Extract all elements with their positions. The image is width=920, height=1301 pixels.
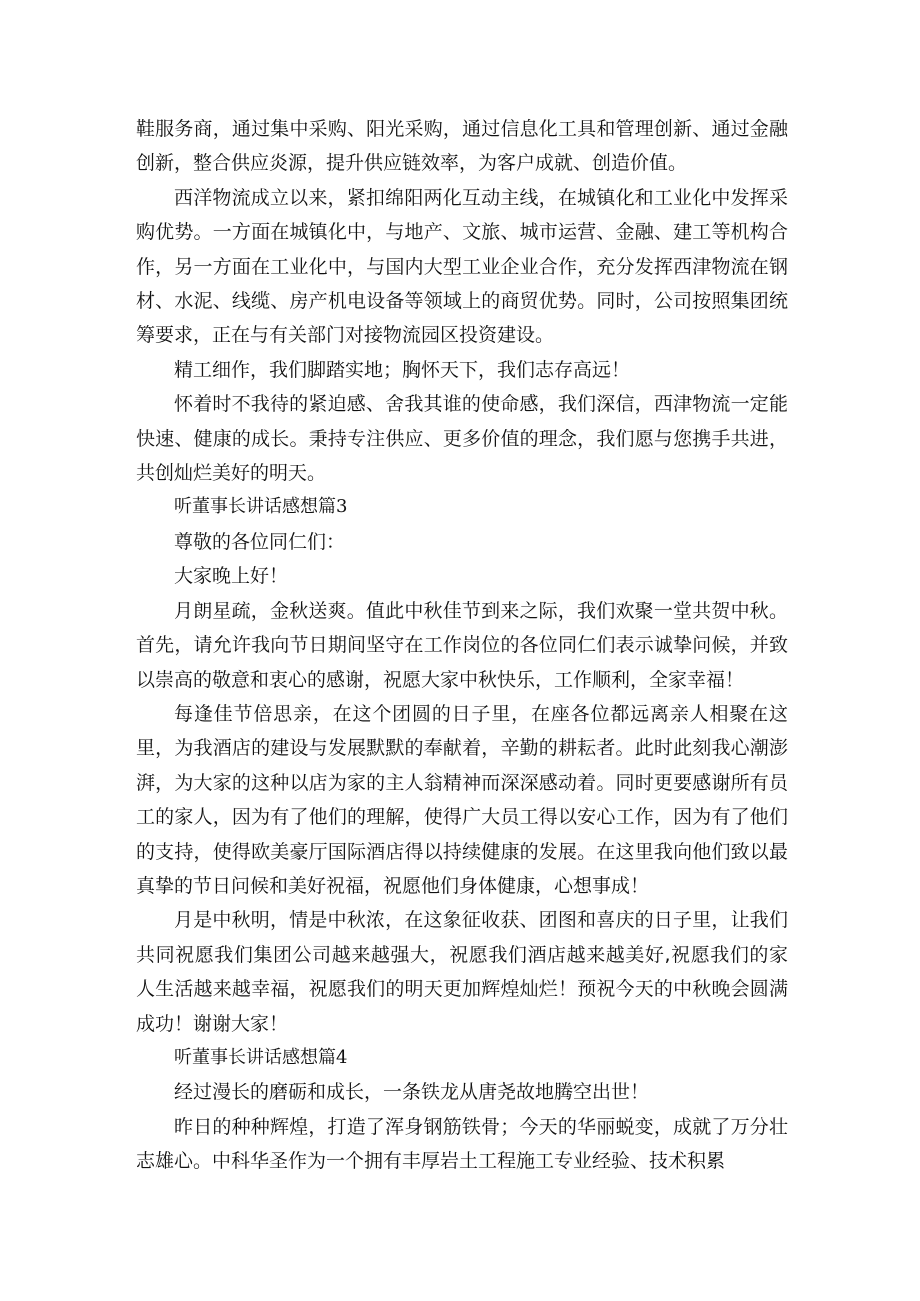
- paragraph: 月朗星疏，金秋送爽。值此中秋佳节到来之际，我们欢聚一堂共贺中秋。首先，请允许我向节日期间坚守在工作岗位的各位同仁们表示诚挚问候，并致以崇高的敬意和衷心的感谢，祝愿大家中秋快乐，工作顺利，全家幸福！: [136, 599, 788, 691]
- salutation: 尊敬的各位同仁们：: [174, 530, 346, 553]
- paragraph-continued: 鞋服务商，通过集中采购、阳光采购，通过信息化工具和管理创新、通过金融创新，整合供应炎源，提升供应链效率，为客户成就、创造价值。: [136, 118, 788, 175]
- greeting: 大家晚上好！: [174, 565, 289, 588]
- paragraph: 怀着时不我待的紧迫感、舍我其谁的使命感，我们深信，西津物流一定能快速、健康的成长。秉持专注供应、更多价值的理念，我们愿与您携手共进，共创灿烂美好的明天。: [136, 393, 788, 485]
- section-heading: 听董事长讲话感想篇3: [174, 496, 348, 518]
- document-body: [136, 112, 788, 1179]
- paragraph: 每逢佳节倍思亲，在这个团圆的日子里，在座各位都远离亲人相聚在这里，为我酒店的建设与发展默默的奉献着，辛勤的耕耘者。此时此刻我心潮澎湃，为大家的这种以店为家的主人翁精神而深深感动着。同时更要感谢所有员工的家人，因为有了他们的理解，使得广大员工得以安心工作，因为有了他们的支持，使得欧美豪厅国际酒店得以持续健康的发展。在这里我向他们致以最真挚的节日问候和美好祝福，祝愿他们身体健康，心想事成！: [136, 702, 788, 897]
- paragraph: 月是中秋明，情是中秋浓，在这象征收获、团图和喜庆的日子里，让我们共同祝愿我们集团公司越来越强大，祝愿我们酒店越来越美好,祝愿我们的家人生活越来越幸福，祝愿我们的明天更加辉煌灿烂！预祝今天的中秋晚会圆满成功！谢谢大家！: [136, 909, 788, 1035]
- paragraph: 经过漫长的磨砺和成长，一条铁龙从唐尧故地腾空出世！: [174, 1081, 650, 1104]
- paragraph: 西洋物流成立以来，紧扣绵阳两化互动主线，在城镇化和工业化中发挥采购优势。一方面在城镇化中，与地产、文旅、城市运营、金融、建工等机构合作，另一方面在工业化中，与国内大型工业企业合作，充分发挥西津物流在钢材、水泥、线缆、房产机电设备等领域上的商贸优势。同时，公司按照集团统筹要求，正在与有关部门对接物流园区投资建设。: [136, 186, 788, 347]
- paragraph: 精工细作，我们脚踏实地；胸怀天下，我们志存高远！: [174, 358, 631, 381]
- section-heading: 听董事长讲话感想篇4: [174, 1046, 348, 1068]
- paragraph: 昨日的种种辉煌，打造了浑身钢筋铁骨；今天的华丽蜕变，成就了万分壮志雄心。中科华圣作为一个拥有丰厚岩土工程施工专业经验、技术积累: [136, 1115, 788, 1173]
